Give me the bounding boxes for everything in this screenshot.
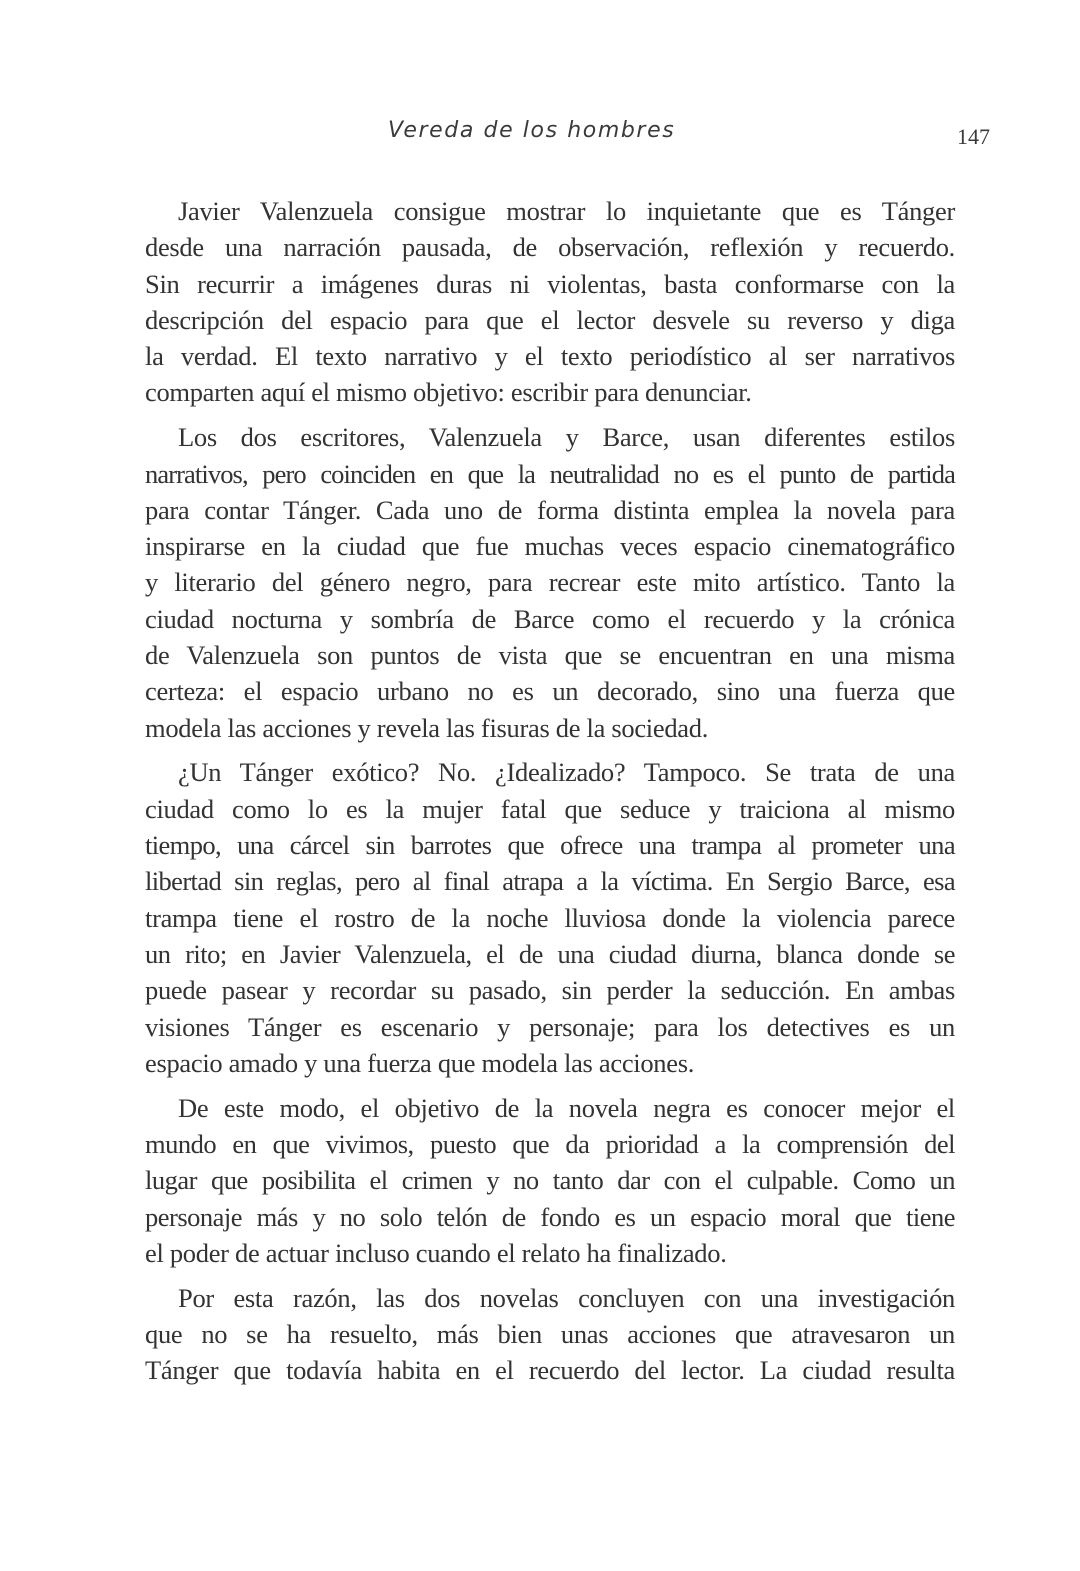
text-line: inspirarse en la ciudad que fue muchas veces espacio cinematográfico <box>145 531 955 562</box>
text-line: certeza: el espacio urbano no es un decorado, sino una fuerza que <box>145 676 955 707</box>
text-line: De este modo, el objetivo de la novela negra es conocer mejor el <box>178 1092 955 1123</box>
text-line: Javier Valenzuela consigue mostrar lo inquietante que es Tánger <box>178 196 955 226</box>
text-line: de Valenzuela son puntos de vista que se encuentran en una misma <box>145 640 955 671</box>
paragraph <box>145 754 955 1081</box>
page-number: 147 <box>957 124 990 149</box>
text-line: libertad sin reglas, pero al final atrapa a la víctima. En Sergio Barce, esa <box>145 866 955 897</box>
text-line: puede pasear y recordar su pasado, sin perder la seducción. En ambas <box>145 975 955 1006</box>
text-line: espacio amado y una fuerza que modela las acciones. <box>145 1047 695 1078</box>
paragraph <box>145 419 955 746</box>
text-line: narrativos, pero coinciden en que la neutralidad no es el punto de partida <box>145 458 955 489</box>
text-line: visiones Tánger es escenario y personaje; para los detectives es un <box>145 1011 955 1042</box>
text-line: Tánger que todavía habita en el recuerdo del lector. La ciudad resulta <box>145 1355 955 1386</box>
paragraph <box>145 1280 955 1389</box>
paragraph <box>145 193 955 411</box>
text-line: lugar que posibilita el crimen y no tanto dar con el culpable. Como un <box>145 1165 955 1196</box>
text-line: Por esta razón, las dos novelas concluyen con una investigación <box>178 1282 955 1313</box>
text-line: desde una narración pausada, de observación, reflexión y recuerdo. <box>145 232 955 263</box>
text-line: ciudad como lo es la mujer fatal que seduce y traiciona al mismo <box>145 793 955 824</box>
text-line: comparten aquí el mismo objetivo: escribir para denunciar. <box>145 377 752 408</box>
text-line: ¿Un Tánger exótico? No. ¿Idealizado? Tampoco. Se trata de una <box>178 757 955 788</box>
text-line: y literario del género negro, para recrear este mito artístico. Tanto la <box>145 567 955 598</box>
text-line: mundo en que vivimos, puesto que da prioridad a la comprensión del <box>145 1128 955 1159</box>
text-line: Los dos escritores, Valenzuela y Barce, usan diferentes estilos <box>178 422 955 453</box>
text-line: que no se ha resuelto, más bien unas acciones que atravesaron un <box>145 1318 955 1349</box>
text-line: el poder de actuar incluso cuando el relato ha finalizado. <box>145 1237 727 1268</box>
text-line: personaje más y no solo telón de fondo es un espacio moral que tiene <box>145 1201 955 1232</box>
text-line: descripción del espacio para que el lector desvele su reverso y diga <box>145 304 955 335</box>
running-head-title: Vereda de los hombres <box>388 118 676 143</box>
body-text <box>145 193 955 1397</box>
text-line: la verdad. El texto narrativo y el texto periodístico al ser narrativos <box>145 341 955 372</box>
text-line: trampa tiene el rostro de la noche lluviosa donde la violencia parece <box>145 902 955 933</box>
text-line: Sin recurrir a imágenes duras ni violentas, basta conformarse con la <box>145 268 955 299</box>
text-line: ciudad nocturna y sombría de Barce como el recuerdo y la crónica <box>145 603 955 634</box>
text-line: modela las acciones y revela las fisuras de la sociedad. <box>145 712 709 743</box>
text-line: para contar Tánger. Cada uno de forma distinta emplea la novela para <box>145 494 955 525</box>
text-line: un rito; en Javier Valenzuela, el de una ciudad diurna, blanca donde se <box>145 938 955 969</box>
text-line: tiempo, una cárcel sin barrotes que ofrece una trampa al prometer una <box>145 830 955 861</box>
paragraph <box>145 1090 955 1271</box>
